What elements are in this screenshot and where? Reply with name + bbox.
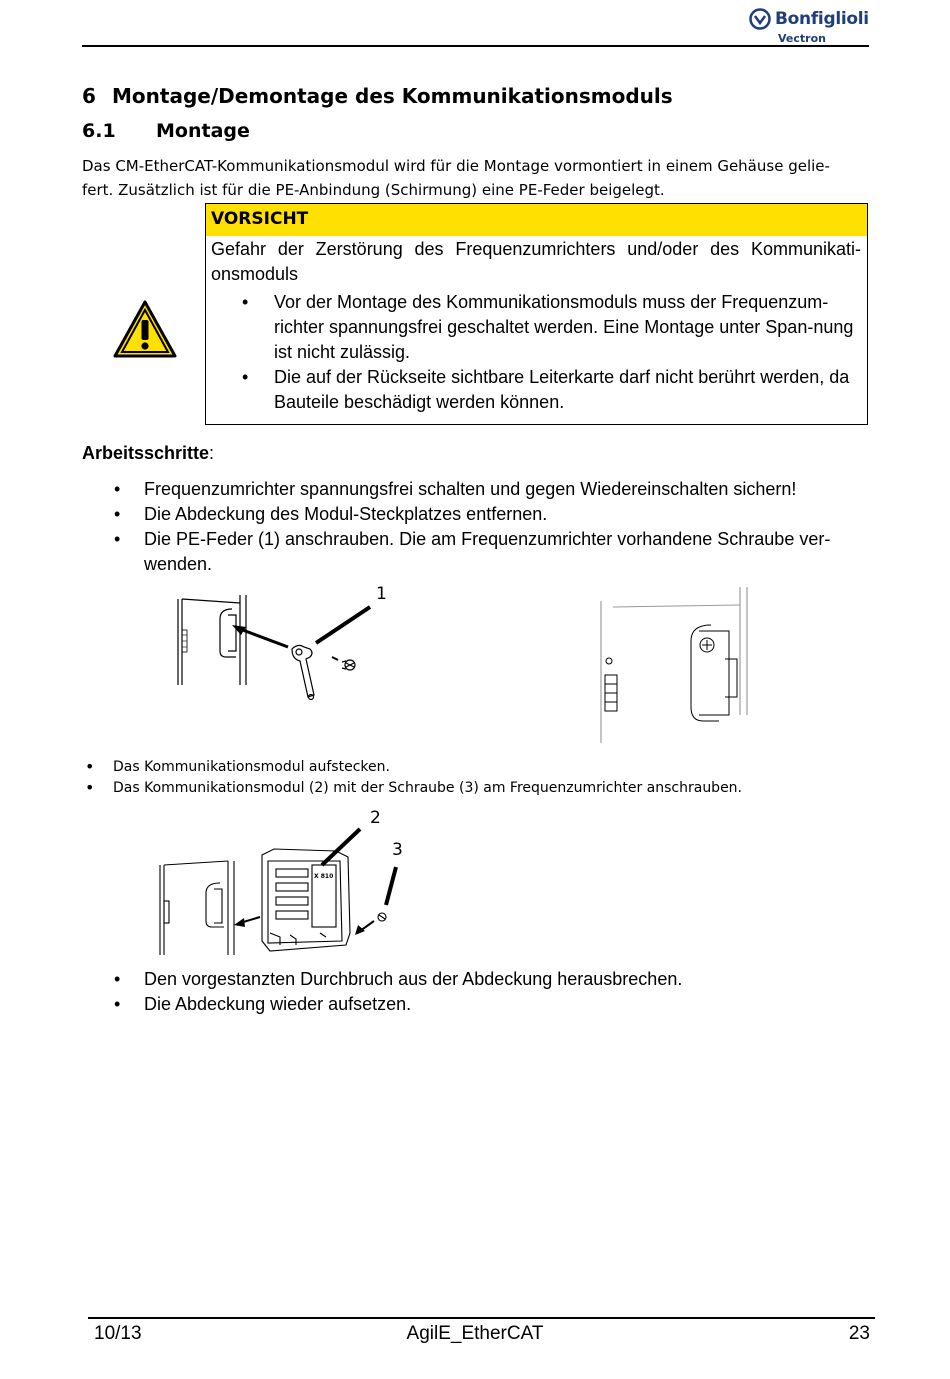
section-heading (82, 84, 673, 108)
pe-spring-mounting-figure (170, 585, 390, 705)
list-item: • Den vorgestanzten Durchbruch aus der Abdeckung herausbrechen. (82, 967, 874, 992)
warning-triangle-icon (113, 300, 177, 358)
caution-title: VORSICHT (206, 204, 867, 236)
callout-3: 3 (392, 840, 403, 860)
caution-list (206, 290, 864, 415)
subsection-number: 6.1 (82, 120, 116, 142)
pe-spring-mounted-figure (595, 585, 765, 745)
list-item: • Frequenzumrichter spannungsfrei schalten und gegen Wiedereinschalten sichern! (82, 477, 874, 502)
brand-name: Bonfiglioli (775, 9, 869, 29)
caution-item: • Die auf der Rückseite sichtbare Leiterkarte darf nicht berührt werden, da Bauteile beschädigt werden können. (206, 365, 864, 415)
intro-line-1: Das CM-EtherCAT-Kommunikationsmodul wird für die Montage vormontiert in einem Gehäuse gelie- (82, 157, 830, 175)
brand-logo (749, 8, 869, 48)
caution-box (205, 203, 868, 425)
bonfiglioli-logo-icon (749, 8, 771, 30)
footer-divider (88, 1317, 875, 1319)
header-divider (82, 45, 869, 47)
list-item: • Die Abdeckung wieder aufsetzen. (82, 992, 874, 1017)
list-item: • Die PE-Feder (1) anschrauben. Die am Frequenzumrichter vorhandene Schraube ver-wenden. (82, 527, 874, 577)
callout-2: 2 (370, 808, 381, 828)
caution-text: Gefahr der Zerstörung des Frequenzumrichters und/oder des Kommunikati-onsmoduls (211, 239, 861, 284)
brand-subname: Vectron (778, 32, 826, 45)
list-item: • Die Abdeckung des Modul-Steckplatzes entfernen. (82, 502, 874, 527)
steps-heading-label: Arbeitsschritte (82, 443, 210, 463)
steps-list-c (82, 967, 874, 1017)
steps-heading-colon: : (209, 443, 215, 463)
subsection-heading (82, 120, 250, 142)
steps-list-b (82, 757, 742, 799)
module-mounting-figure (150, 805, 420, 965)
connector-label: X 810 (314, 873, 334, 880)
list-item: • Das Kommunikationsmodul (2) mit der Schraube (3) am Frequenzumrichter anschrauben. (82, 778, 742, 799)
footer-document-name: AgilE_EtherCAT (406, 1323, 544, 1344)
page-number: 23 (848, 1323, 870, 1344)
caution-item: • Vor der Montage des Kommunikationsmoduls muss der Frequenzum-richter spannungsfrei geschaltet werden. Eine Montage unter Span-nung ist nicht zulässig. (206, 290, 864, 365)
callout-1: 1 (376, 585, 387, 604)
list-item: • Das Kommunikationsmodul aufstecken. (82, 757, 742, 778)
footer-date: 10/13 (94, 1323, 142, 1344)
intro-line-2: fert. Zusätzlich ist für die PE-Anbindung (Schirmung) eine PE-Feder beigelegt. (82, 181, 665, 199)
intro-paragraph (82, 154, 872, 202)
steps-heading (82, 441, 214, 466)
section-number: 6 (82, 84, 96, 108)
steps-list-a (82, 477, 874, 577)
subsection-title: Montage (156, 120, 250, 142)
section-title: Montage/Demontage des Kommunikationsmoduls (112, 84, 673, 108)
